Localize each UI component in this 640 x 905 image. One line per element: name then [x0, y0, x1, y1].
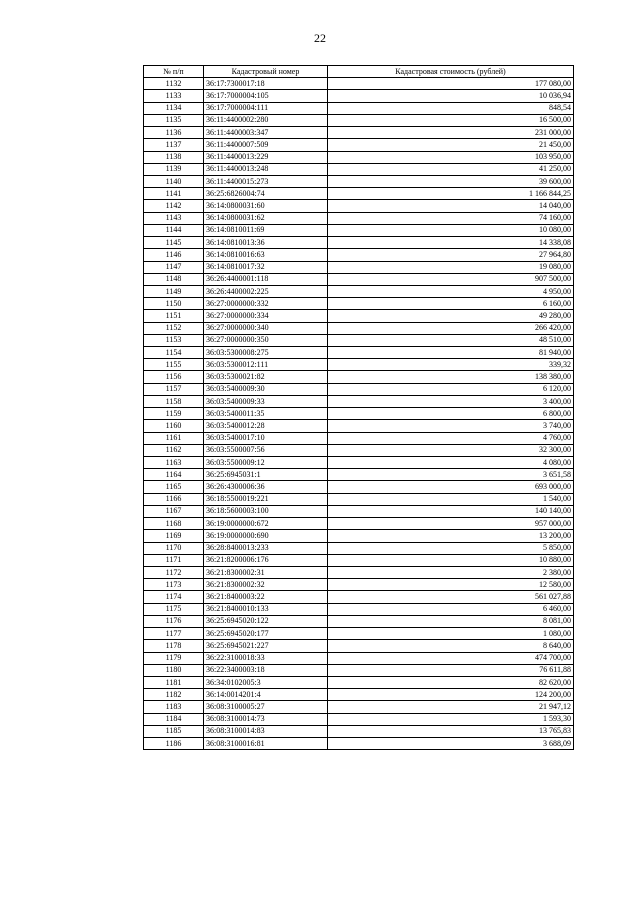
- row-number-cell: 1158: [144, 395, 204, 407]
- row-number-cell: 1147: [144, 261, 204, 273]
- table-row: [144, 298, 574, 310]
- row-number-cell: 1136: [144, 127, 204, 139]
- cadastral-number-cell: 36:17:7300017:18: [204, 78, 328, 90]
- header-cadastral-number: Кадастровый номер: [204, 66, 328, 78]
- cadastral-value-cell: 16 500,00: [328, 114, 574, 126]
- row-number-cell: 1169: [144, 530, 204, 542]
- row-number-cell: 1155: [144, 359, 204, 371]
- cadastral-value-cell: 12 580,00: [328, 579, 574, 591]
- table-row: [144, 151, 574, 163]
- table-row: [144, 200, 574, 212]
- cadastral-value-cell: 1 080,00: [328, 628, 574, 640]
- cadastral-value-cell: 4 950,00: [328, 285, 574, 297]
- cadastral-number-cell: 36:03:5500007:56: [204, 444, 328, 456]
- cadastral-number-cell: 36:11:4400013:229: [204, 151, 328, 163]
- row-number-cell: 1145: [144, 237, 204, 249]
- row-number-cell: 1174: [144, 591, 204, 603]
- cadastral-number-cell: 36:03:5400012:28: [204, 420, 328, 432]
- cadastral-value-cell: 49 280,00: [328, 310, 574, 322]
- cadastral-number-cell: 36:21:8300002:32: [204, 579, 328, 591]
- cadastral-value-cell: 6 160,00: [328, 298, 574, 310]
- row-number-cell: 1135: [144, 114, 204, 126]
- row-number-cell: 1161: [144, 432, 204, 444]
- cadastral-number-cell: 36:21:8400010:133: [204, 603, 328, 615]
- row-number-cell: 1165: [144, 481, 204, 493]
- table-row: [144, 628, 574, 640]
- cadastral-number-cell: 36:08:3100016:81: [204, 738, 328, 750]
- cadastral-number-cell: 36:03:5400009:30: [204, 383, 328, 395]
- table-row: [144, 395, 574, 407]
- row-number-cell: 1150: [144, 298, 204, 310]
- table-row: [144, 554, 574, 566]
- table-row: [144, 615, 574, 627]
- cadastral-value-cell: 14 040,00: [328, 200, 574, 212]
- table-row: [144, 444, 574, 456]
- row-number-cell: 1168: [144, 518, 204, 530]
- cadastral-value-cell: 1 593,30: [328, 713, 574, 725]
- cadastral-value-cell: 957 000,00: [328, 518, 574, 530]
- cadastral-value-cell: 339,32: [328, 359, 574, 371]
- table-row: [144, 347, 574, 359]
- cadastral-value-cell: 1 166 844,25: [328, 188, 574, 200]
- cadastral-value-cell: 3 651,58: [328, 469, 574, 481]
- cadastral-number-cell: 36:14:0810017:32: [204, 261, 328, 273]
- table-row: [144, 664, 574, 676]
- cadastral-number-cell: 36:27:0000000:334: [204, 310, 328, 322]
- cadastral-value-cell: 266 420,00: [328, 322, 574, 334]
- table-row: [144, 249, 574, 261]
- cadastral-value-cell: 2 380,00: [328, 566, 574, 578]
- row-number-cell: 1138: [144, 151, 204, 163]
- cadastral-number-cell: 36:03:5400017:10: [204, 432, 328, 444]
- table-row: [144, 78, 574, 90]
- cadastral-value-cell: 10 036,94: [328, 90, 574, 102]
- cadastral-number-cell: 36:19:0000000:690: [204, 530, 328, 542]
- cadastral-number-cell: 36:18:5600003:100: [204, 505, 328, 517]
- row-number-cell: 1132: [144, 78, 204, 90]
- table-row: [144, 676, 574, 688]
- table-row: [144, 188, 574, 200]
- cadastral-number-cell: 36:03:5300012:111: [204, 359, 328, 371]
- table-row: [144, 420, 574, 432]
- cadastral-number-cell: 36:08:3100014:73: [204, 713, 328, 725]
- table-row: [144, 542, 574, 554]
- table-row: [144, 713, 574, 725]
- row-number-cell: 1182: [144, 689, 204, 701]
- row-number-cell: 1156: [144, 371, 204, 383]
- cadastral-number-cell: 36:03:5400011:35: [204, 408, 328, 420]
- cadastral-number-cell: 36:22:3100018:33: [204, 652, 328, 664]
- table-row: [144, 285, 574, 297]
- table-row: [144, 505, 574, 517]
- table-row: [144, 237, 574, 249]
- row-number-cell: 1167: [144, 505, 204, 517]
- table-row: [144, 261, 574, 273]
- cadastral-value-cell: 4 760,00: [328, 432, 574, 444]
- row-number-cell: 1180: [144, 664, 204, 676]
- cadastral-number-cell: 36:25:6945021:227: [204, 640, 328, 652]
- row-number-cell: 1166: [144, 493, 204, 505]
- cadastral-number-cell: 36:25:6945020:122: [204, 615, 328, 627]
- table-row: [144, 579, 574, 591]
- row-number-cell: 1184: [144, 713, 204, 725]
- cadastral-number-cell: 36:14:0014201:4: [204, 689, 328, 701]
- table-row: [144, 725, 574, 737]
- cadastral-number-cell: 36:11:4400015:273: [204, 175, 328, 187]
- row-number-cell: 1154: [144, 347, 204, 359]
- cadastral-value-cell: 5 850,00: [328, 542, 574, 554]
- cadastral-number-cell: 36:21:8200006:176: [204, 554, 328, 566]
- row-number-cell: 1137: [144, 139, 204, 151]
- cadastral-number-cell: 36:08:3100005:27: [204, 701, 328, 713]
- row-number-cell: 1172: [144, 566, 204, 578]
- cadastral-value-cell: 21 947,12: [328, 701, 574, 713]
- row-number-cell: 1171: [144, 554, 204, 566]
- table-row: [144, 566, 574, 578]
- row-number-cell: 1176: [144, 615, 204, 627]
- cadastral-number-cell: 36:14:0800031:60: [204, 200, 328, 212]
- cadastral-number-cell: 36:14:0810016:63: [204, 249, 328, 261]
- table-row: [144, 591, 574, 603]
- cadastral-value-cell: 6 460,00: [328, 603, 574, 615]
- cadastral-value-cell: 82 620,00: [328, 676, 574, 688]
- row-number-cell: 1134: [144, 102, 204, 114]
- cadastral-value-cell: 140 140,00: [328, 505, 574, 517]
- row-number-cell: 1152: [144, 322, 204, 334]
- table-row: [144, 127, 574, 139]
- cadastral-value-cell: 10 880,00: [328, 554, 574, 566]
- table-row: [144, 310, 574, 322]
- row-number-cell: 1178: [144, 640, 204, 652]
- cadastral-number-cell: 36:03:5400009:33: [204, 395, 328, 407]
- cadastral-number-cell: 36:22:3400003:18: [204, 664, 328, 676]
- cadastral-value-cell: 474 700,00: [328, 652, 574, 664]
- cadastral-number-cell: 36:28:8400013:233: [204, 542, 328, 554]
- cadastral-value-cell: 3 688,09: [328, 738, 574, 750]
- cadastral-value-cell: 41 250,00: [328, 163, 574, 175]
- cadastral-value-cell: 6 800,00: [328, 408, 574, 420]
- row-number-cell: 1139: [144, 163, 204, 175]
- cadastral-number-cell: 36:27:0000000:350: [204, 334, 328, 346]
- table-header-row: [144, 66, 574, 78]
- cadastral-value-cell: 103 950,00: [328, 151, 574, 163]
- cadastral-value-cell: 561 027,88: [328, 591, 574, 603]
- row-number-cell: 1179: [144, 652, 204, 664]
- cadastral-value-cell: 4 080,00: [328, 457, 574, 469]
- table-row: [144, 493, 574, 505]
- cadastral-number-cell: 36:21:8300002:31: [204, 566, 328, 578]
- table-row: [144, 689, 574, 701]
- cadastral-number-cell: 36:25:6945020:177: [204, 628, 328, 640]
- table-row: [144, 408, 574, 420]
- cadastral-value-cell: 76 611,88: [328, 664, 574, 676]
- cadastral-value-cell: 6 120,00: [328, 383, 574, 395]
- cadastral-value-cell: 1 540,00: [328, 493, 574, 505]
- cadastral-number-cell: 36:17:7000004:111: [204, 102, 328, 114]
- cadastral-number-cell: 36:25:6945031:1: [204, 469, 328, 481]
- cadastral-number-cell: 36:11:4400013:248: [204, 163, 328, 175]
- cadastral-value-cell: 3 740,00: [328, 420, 574, 432]
- cadastral-number-cell: 36:25:6826004:74: [204, 188, 328, 200]
- row-number-cell: 1164: [144, 469, 204, 481]
- row-number-cell: 1175: [144, 603, 204, 615]
- table-row: [144, 457, 574, 469]
- table-row: [144, 139, 574, 151]
- row-number-cell: 1170: [144, 542, 204, 554]
- cadastral-value-cell: 138 380,00: [328, 371, 574, 383]
- table-row: [144, 90, 574, 102]
- row-number-cell: 1181: [144, 676, 204, 688]
- cadastral-value-cell: 10 080,00: [328, 224, 574, 236]
- row-number-cell: 1185: [144, 725, 204, 737]
- cadastral-value-cell: 8 640,00: [328, 640, 574, 652]
- table-row: [144, 701, 574, 713]
- header-cadastral-value: Кадастровая стоимость (рублей): [328, 66, 574, 78]
- row-number-cell: 1148: [144, 273, 204, 285]
- table-row: [144, 469, 574, 481]
- header-row-number: № п/п: [144, 66, 204, 78]
- cadastral-number-cell: 36:03:5300008:275: [204, 347, 328, 359]
- cadastral-number-cell: 36:26:4300006:36: [204, 481, 328, 493]
- table-body: [144, 78, 574, 750]
- table-row: [144, 383, 574, 395]
- cadastral-value-cell: 39 600,00: [328, 175, 574, 187]
- cadastral-value-cell: 81 940,00: [328, 347, 574, 359]
- table-row: [144, 334, 574, 346]
- cadastral-value-cell: 32 300,00: [328, 444, 574, 456]
- row-number-cell: 1140: [144, 175, 204, 187]
- table-row: [144, 102, 574, 114]
- cadastral-value-cell: 231 000,00: [328, 127, 574, 139]
- table-row: [144, 530, 574, 542]
- row-number-cell: 1142: [144, 200, 204, 212]
- row-number-cell: 1160: [144, 420, 204, 432]
- row-number-cell: 1144: [144, 224, 204, 236]
- cadastral-number-cell: 36:08:3100014:83: [204, 725, 328, 737]
- cadastral-number-cell: 36:34:0102005:3: [204, 676, 328, 688]
- table-row: [144, 175, 574, 187]
- table-row: [144, 518, 574, 530]
- cadastral-value-cell: 907 500,00: [328, 273, 574, 285]
- table-row: [144, 224, 574, 236]
- row-number-cell: 1146: [144, 249, 204, 261]
- table-row: [144, 273, 574, 285]
- row-number-cell: 1162: [144, 444, 204, 456]
- cadastral-number-cell: 36:03:5500009:12: [204, 457, 328, 469]
- row-number-cell: 1157: [144, 383, 204, 395]
- row-number-cell: 1186: [144, 738, 204, 750]
- table-row: [144, 359, 574, 371]
- cadastral-value-cell: 8 081,00: [328, 615, 574, 627]
- table-row: [144, 481, 574, 493]
- row-number-cell: 1153: [144, 334, 204, 346]
- table-row: [144, 114, 574, 126]
- cadastral-value-cell: 848,54: [328, 102, 574, 114]
- cadastral-number-cell: 36:11:4400003:347: [204, 127, 328, 139]
- cadastral-value-cell: 48 510,00: [328, 334, 574, 346]
- cadastral-value-cell: 13 200,00: [328, 530, 574, 542]
- cadastral-number-cell: 36:18:5500019:221: [204, 493, 328, 505]
- row-number-cell: 1133: [144, 90, 204, 102]
- cadastral-number-cell: 36:21:8400003:22: [204, 591, 328, 603]
- row-number-cell: 1149: [144, 285, 204, 297]
- cadastral-number-cell: 36:27:0000000:332: [204, 298, 328, 310]
- cadastral-number-cell: 36:03:5300021:82: [204, 371, 328, 383]
- cadastral-number-cell: 36:14:0810013:36: [204, 237, 328, 249]
- table-row: [144, 738, 574, 750]
- table-row: [144, 322, 574, 334]
- cadastral-value-cell: 74 160,00: [328, 212, 574, 224]
- table-row: [144, 163, 574, 175]
- cadastral-number-cell: 36:27:0000000:340: [204, 322, 328, 334]
- cadastral-value-cell: 14 338,08: [328, 237, 574, 249]
- cadastral-value-cell: 19 080,00: [328, 261, 574, 273]
- cadastral-value-cell: 693 000,00: [328, 481, 574, 493]
- row-number-cell: 1183: [144, 701, 204, 713]
- cadastral-value-cell: 13 765,83: [328, 725, 574, 737]
- cadastral-number-cell: 36:19:0000000:672: [204, 518, 328, 530]
- row-number-cell: 1177: [144, 628, 204, 640]
- table-row: [144, 640, 574, 652]
- cadastral-number-cell: 36:14:0810011:69: [204, 224, 328, 236]
- table-row: [144, 212, 574, 224]
- cadastral-value-cell: 177 080,00: [328, 78, 574, 90]
- cadastral-number-cell: 36:26:4400001:118: [204, 273, 328, 285]
- table-row: [144, 371, 574, 383]
- row-number-cell: 1141: [144, 188, 204, 200]
- table-row: [144, 652, 574, 664]
- cadastral-number-cell: 36:26:4400002:225: [204, 285, 328, 297]
- row-number-cell: 1163: [144, 457, 204, 469]
- row-number-cell: 1143: [144, 212, 204, 224]
- cadastral-value-cell: 27 964,80: [328, 249, 574, 261]
- cadastral-number-cell: 36:11:4400002:280: [204, 114, 328, 126]
- cadastral-value-cell: 3 400,00: [328, 395, 574, 407]
- cadastral-value-cell: 124 200,00: [328, 689, 574, 701]
- row-number-cell: 1151: [144, 310, 204, 322]
- cadastral-number-cell: 36:14:0800031:62: [204, 212, 328, 224]
- cadastral-number-cell: 36:11:4400007:509: [204, 139, 328, 151]
- table-row: [144, 603, 574, 615]
- row-number-cell: 1173: [144, 579, 204, 591]
- cadastral-number-cell: 36:17:7000004:105: [204, 90, 328, 102]
- cadastral-value-table: [143, 65, 574, 750]
- row-number-cell: 1159: [144, 408, 204, 420]
- cadastral-value-cell: 21 450,00: [328, 139, 574, 151]
- page-number: 22: [314, 31, 326, 45]
- table-row: [144, 432, 574, 444]
